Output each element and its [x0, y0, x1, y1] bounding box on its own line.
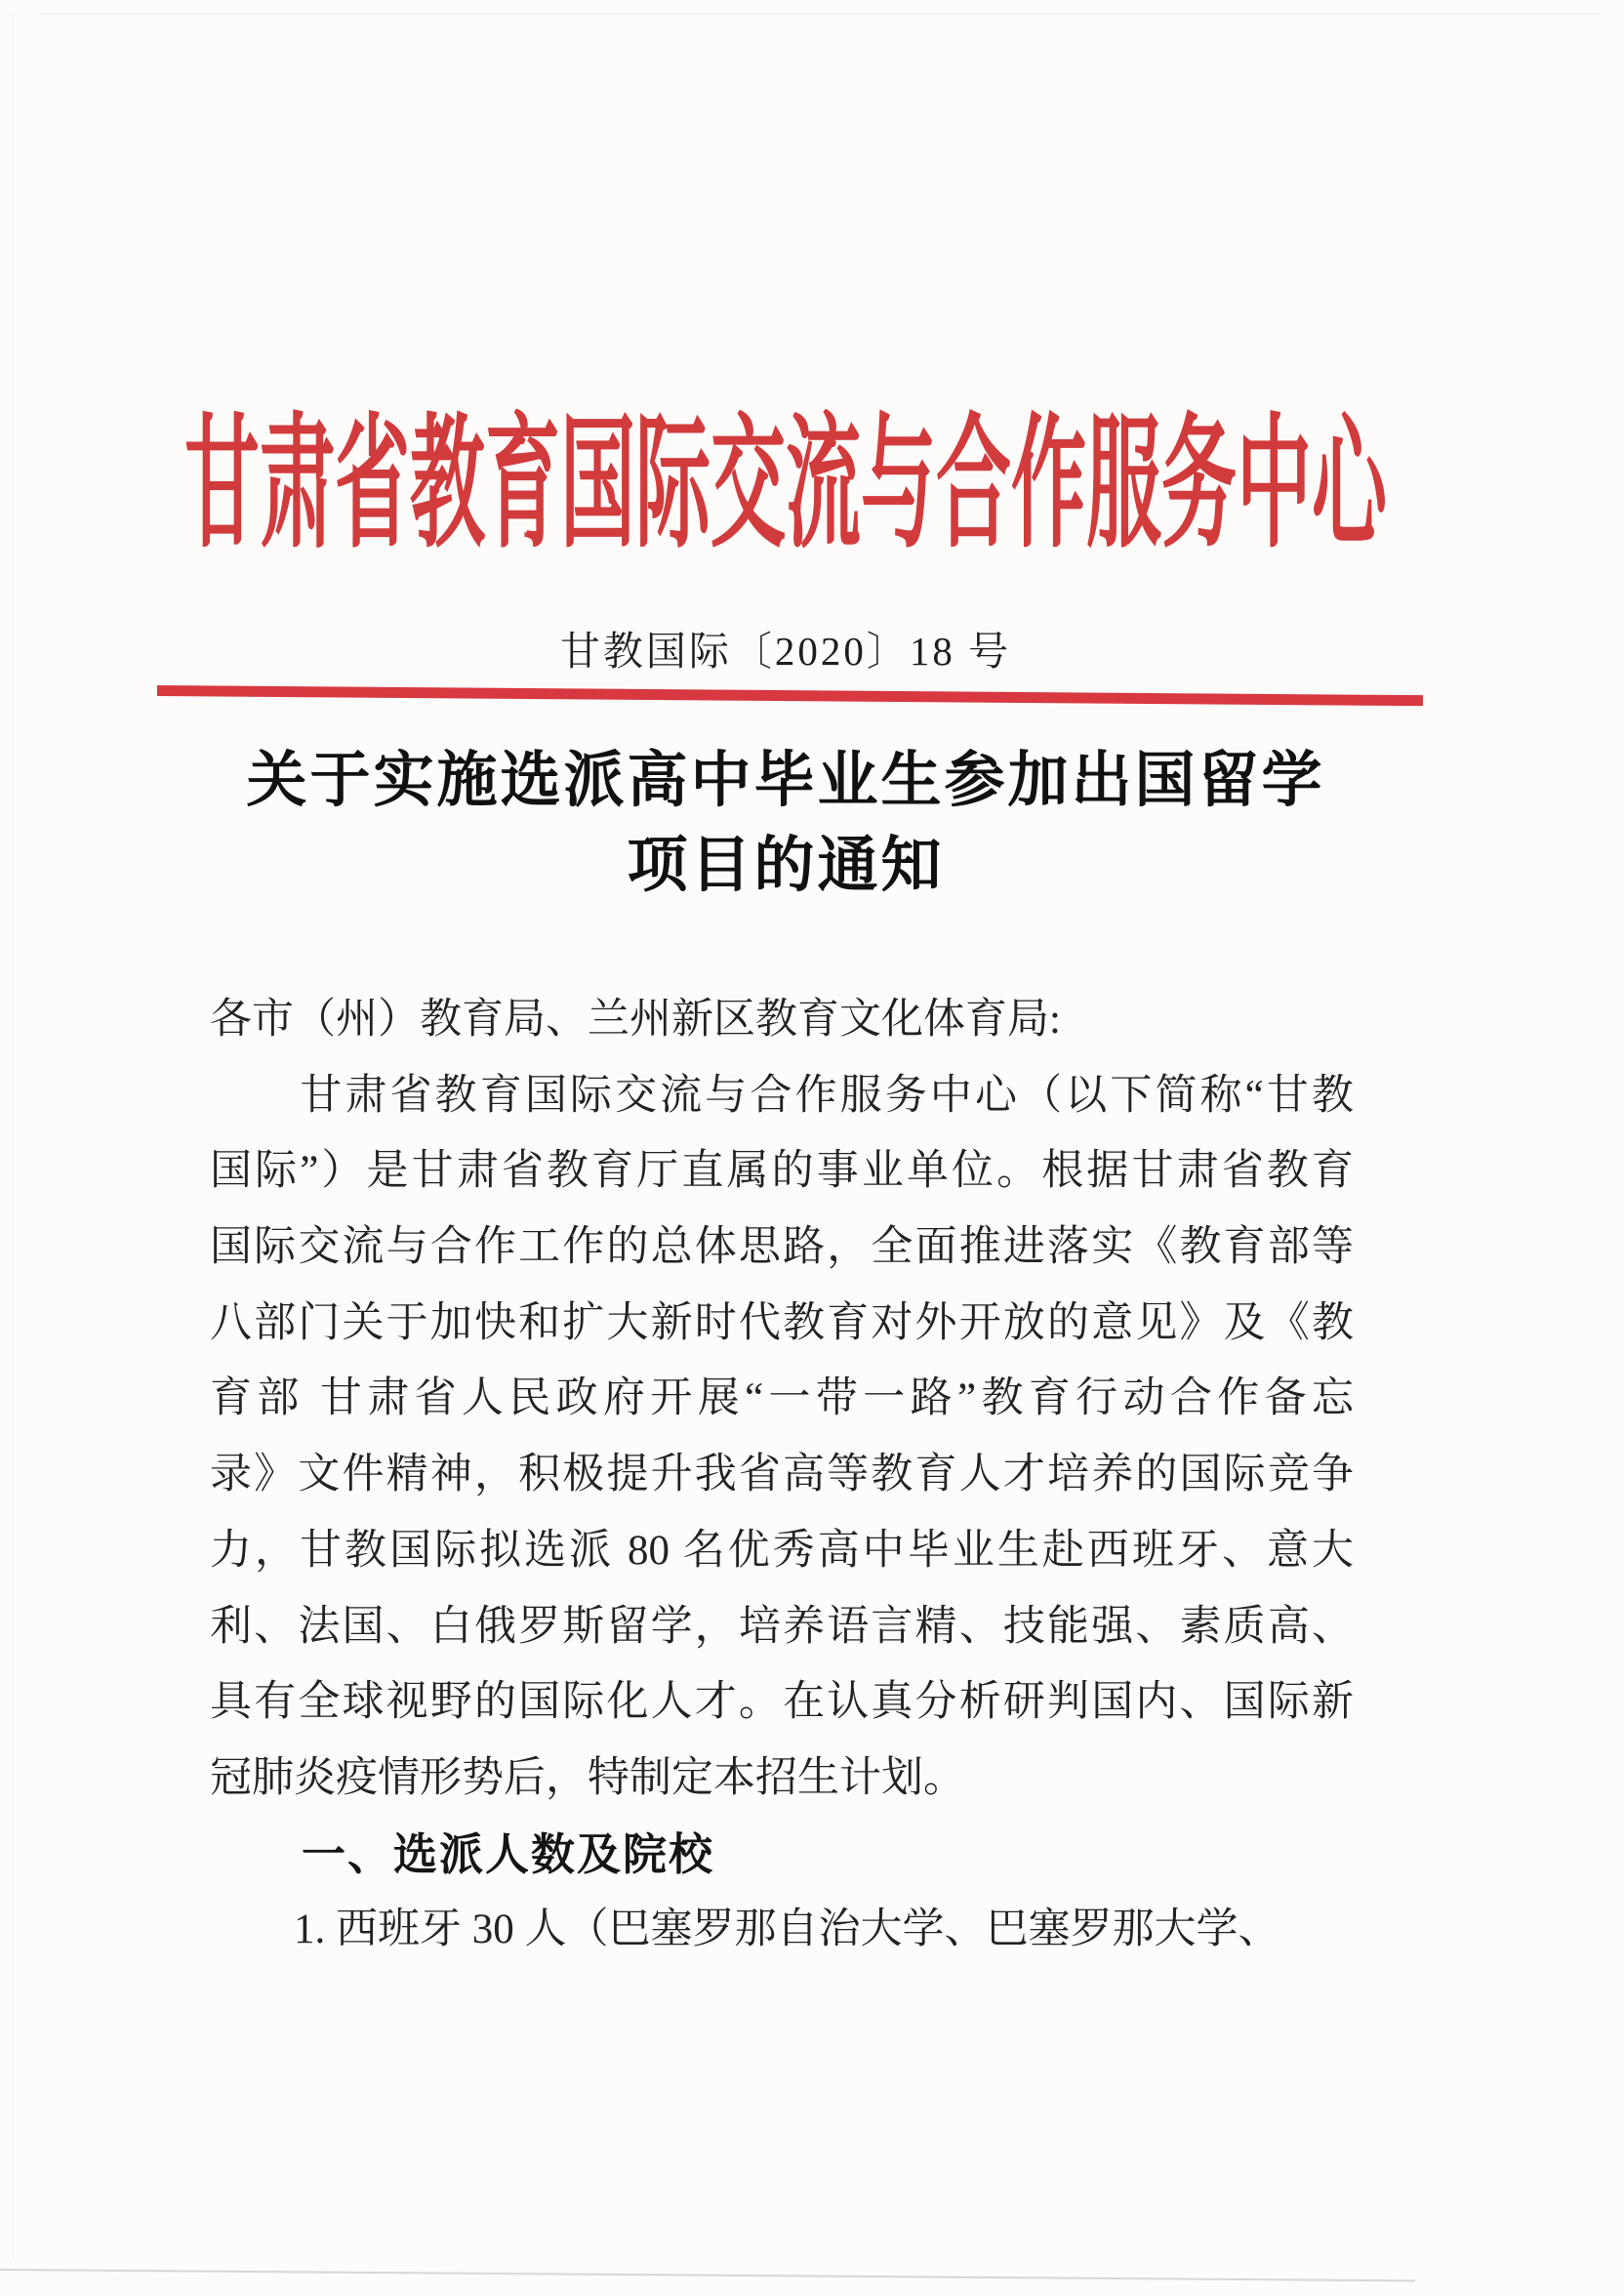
- list-item: 1. 西班牙 30 人（巴塞罗那自治大学、巴塞罗那大学、: [210, 1906, 1280, 1953]
- body-line: 具有全球视野的国际化人才。在认真分析研判国内、国际新: [210, 1679, 1354, 1726]
- salutation-line: 各市（州）教育局、兰州新区教育文化体育局:: [210, 997, 1061, 1043]
- notice-title-line2: 项目的通知: [627, 833, 945, 899]
- body-line: 国际交流与合作工作的总体思路，全面推进落实《教育部等: [210, 1224, 1354, 1271]
- body-line: 利、法国、白俄罗斯留学，培养语言精、技能强、素质高、: [210, 1603, 1354, 1650]
- body-line: 育部 甘肃省人民政府开展“一带一路”教育行动合作备忘: [210, 1375, 1354, 1422]
- notice-title-line1: 关于实施选派高中毕业生参加出国留学: [246, 748, 1325, 814]
- section-heading: 一、选派人数及院校: [210, 1828, 715, 1879]
- body-line: 八部门关于加快和扩大新时代教育对外开放的意见》及《教: [210, 1299, 1354, 1346]
- body-line: 力，甘教国际拟选派 80 名优秀高中毕业生赴西班牙、意大: [210, 1527, 1354, 1574]
- document-number: 甘教国际〔2020〕18 号: [559, 629, 1012, 674]
- red-separator-line: [157, 685, 1423, 706]
- notice-title: [0, 739, 1571, 909]
- body-line: 录》文件精神，积极提升我省高等教育人才培养的国际竞争: [210, 1452, 1354, 1498]
- body-line: 甘肃省教育国际交流与合作服务中心（以下简称“甘教: [210, 1072, 1354, 1119]
- body-line: 国际”）是甘肃省教育厅直属的事业单位。根据甘肃省教育: [210, 1148, 1354, 1195]
- body-text: [210, 982, 1354, 1968]
- letterhead-title: 甘肃省教育国际交流与合作服务中心: [184, 403, 1387, 565]
- body-line: 冠肺炎疫情形势后，特制定本招生计划。: [210, 1754, 965, 1801]
